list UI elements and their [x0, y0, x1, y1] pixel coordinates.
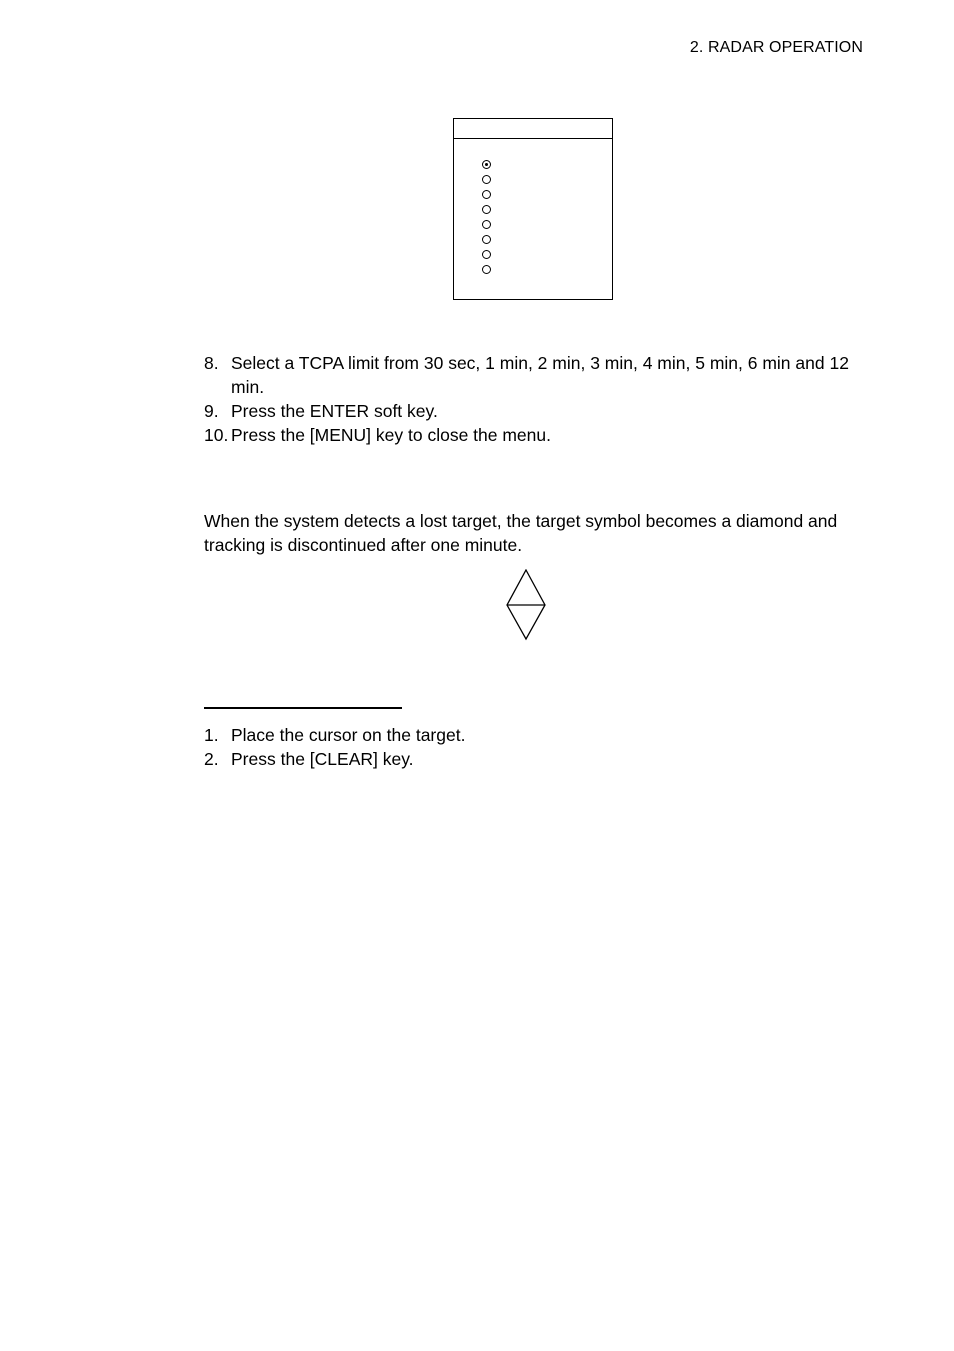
radio-icon — [482, 250, 491, 259]
step-item — [204, 747, 864, 771]
radio-icon — [482, 265, 491, 274]
menu-title-bar — [454, 119, 612, 139]
tcpa-steps-list — [204, 351, 864, 447]
step-number: 9. — [204, 401, 219, 421]
radio-icon — [482, 205, 491, 214]
clear-target-steps-list — [204, 723, 864, 771]
menu-option-list — [482, 160, 491, 280]
step-text: Press the [MENU] key to close the menu. — [231, 425, 551, 445]
running-header: 2. RADAR OPERATION — [689, 39, 863, 56]
radio-icon — [482, 175, 491, 184]
step-text: Press the ENTER soft key. — [231, 401, 438, 421]
step-text: Press the [CLEAR] key. — [231, 749, 414, 769]
step-number: 10. — [204, 425, 229, 445]
step-text: Place the cursor on the target. — [231, 725, 466, 745]
tcpa-menu-figure — [453, 118, 613, 300]
radio-icon — [482, 235, 491, 244]
step-text: Select a TCPA limit from 30 sec, 1 min, 2 min, 3 min, 4 min, 5 min, 6 min and 12 min. — [231, 353, 849, 397]
step-item — [204, 723, 864, 747]
step-item — [204, 423, 864, 447]
lost-target-description: When the system detects a lost target, the target symbol becomes a diamond and tracking is discontinued after one minute. — [204, 511, 838, 555]
diamond-symbol-icon — [505, 569, 547, 641]
radio-icon — [482, 220, 491, 229]
radio-icon — [482, 190, 491, 199]
step-item — [204, 351, 864, 399]
section-rule — [204, 707, 402, 709]
step-number: 1. — [204, 725, 219, 745]
step-item — [204, 399, 864, 423]
step-number: 8. — [204, 353, 219, 373]
step-number: 2. — [204, 749, 219, 769]
radio-selected-icon — [482, 160, 491, 169]
